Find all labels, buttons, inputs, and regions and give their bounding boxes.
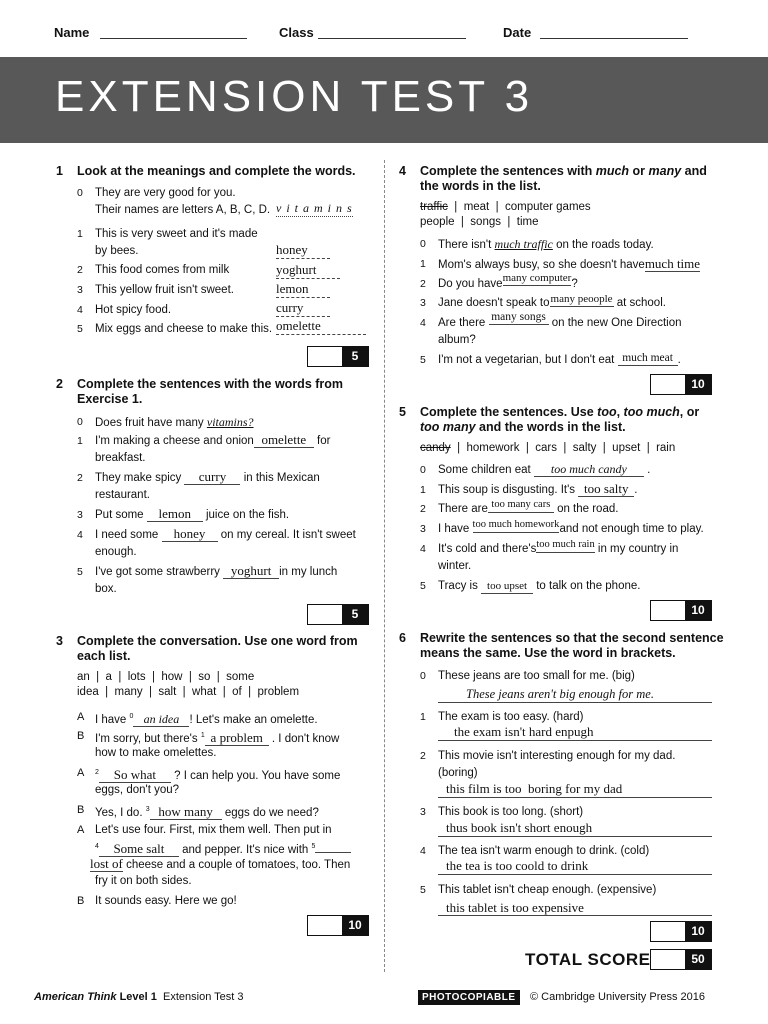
ex1-item-number: 0 [77,187,83,199]
ex3-speaker: B [77,895,85,907]
ex2-item-number: 4 [77,529,83,541]
class-field[interactable] [318,38,466,39]
ex3-text: I have [95,713,127,726]
ex6-answer-line [438,874,712,875]
ex1-score-input[interactable] [308,347,342,366]
ex3-gap-number: 1 [200,732,205,739]
ex4-word-list: people | songs | time [420,216,539,228]
ex6-answer-line [438,915,712,916]
ex4-text: on the roads today. [556,239,654,251]
ex5-text: to talk on the phone. [536,580,641,592]
ex1-answer[interactable]: yoghurt [276,262,340,279]
ex1-item-text: Hot spicy food. [95,304,172,316]
ex2-item [95,433,330,449]
ex5-text: There are [438,503,488,515]
ex3-answer[interactable]: lost of [90,856,123,871]
ex4-text: Do you have [438,278,503,290]
ex2-answer[interactable]: honey [162,527,218,542]
ex4-score-box [650,374,712,395]
ex2-text: in this Mexican [243,472,320,484]
ex3-number: 3 [56,634,63,648]
ex1-score-box [307,346,369,367]
ex4-item-number: 5 [420,354,426,366]
ex6-item-number: 5 [420,884,426,896]
ex3-text: eggs do we need? [224,806,319,819]
ex4-score-input[interactable] [651,375,685,394]
ex3-text: eggs, don't you? [95,784,180,796]
ex4-word-list [420,200,591,215]
ex2-title: Exercise 1. [77,392,143,406]
ex2-text: They make spicy [95,472,182,484]
ex5-answer[interactable]: too many cars [488,498,554,513]
ex5-text: It's cold and there's [438,543,537,555]
ex5-answer[interactable]: too much rain [536,538,594,553]
ex2-score-input[interactable] [308,605,342,624]
ex1-item-number: 4 [77,304,83,316]
ex4-answer[interactable]: much time [644,256,701,271]
ex1-item-number: 1 [77,228,83,240]
ex1-answer[interactable]: honey [276,242,330,259]
ex1-max-score: 5 [342,347,368,366]
ex4-item-number: 4 [420,317,426,329]
ex6-item-number: 2 [420,750,426,762]
ex5-title-text: and the words in the list. [475,420,626,434]
ex1-item-text: Mix eggs and cheese to make this. [95,323,273,335]
ex5-number: 5 [399,405,406,419]
ex3-word-list: an | a | lots | how | so | some [77,671,255,683]
ex6-item-number: 4 [420,845,426,857]
ex2-item-number: 3 [77,509,83,521]
ex4-item [438,236,654,253]
ex2-number: 2 [56,377,63,391]
ex6-text: The exam is too easy. (hard) [438,711,584,723]
ex6-text: (boring) [438,767,478,779]
ex5-item-number: 4 [420,543,426,555]
ex4-max-score: 10 [685,375,711,394]
footer-copyright: © Cambridge University Press 2016 [530,991,706,1003]
ex3-text: ! Let's make an omelette. [189,713,318,726]
ex4-text: Mom's always busy, so she doesn't have [438,259,645,271]
ex3-text: I'm sorry, but there's [95,732,198,745]
ex6-item-number: 0 [420,670,426,682]
ex5-text: Tracy is [438,580,478,592]
ex3-answer[interactable]: So what [99,768,171,783]
ex3-score-box [307,915,369,936]
date-field[interactable] [540,38,688,39]
name-field[interactable] [100,38,247,39]
ex3-speaker: A [77,824,85,836]
ex5-item [438,462,650,478]
ex2-item-number: 5 [77,566,83,578]
ex5-answer[interactable]: too upset [481,579,533,594]
ex4-item-number: 0 [420,238,426,250]
ex5-text: on the road. [557,503,619,515]
ex6-answer-line [438,836,712,837]
ex2-max-score: 5 [342,605,368,624]
ex4-text: Jane doesn't speak to [438,297,550,309]
ex6-answer[interactable]: thus book isn't short enough [446,820,593,835]
page-title: EXTENSION TEST 3 [55,72,534,121]
ex6-answer[interactable]: These jeans aren't big enough for me. [466,687,654,701]
ex3-line [95,709,318,728]
footer-text: American Think [34,991,117,1003]
ex5-answer[interactable]: too much homework [473,518,560,533]
ex1-item-text: They are very good for you. [95,187,236,199]
ex1-answer[interactable]: lemon [276,281,330,298]
ex2-text: in my lunch [279,566,338,578]
ex5-title [420,420,626,435]
ex5-word-list [420,441,675,456]
ex2-answer[interactable]: vitamins? [206,415,254,429]
ex6-title: Rewrite the sentences so that the second sentence [420,631,724,645]
footer-text: Level 1 [116,991,157,1003]
ex5-text: winter. [438,560,472,572]
ex3-line [90,856,350,873]
ex3-answer[interactable]: an idea [133,712,189,727]
ex3-gap-number: 2 [95,769,99,776]
ex4-item [438,311,682,331]
ex6-text: This movie isn't interesting enough for my dad. [438,750,676,762]
ex4-text: on the new One Direction [551,317,682,329]
ex2-item [95,414,254,431]
ex4-number: 4 [399,164,406,178]
ex5-item [438,541,678,558]
ex5-item [438,501,618,518]
ex3-word-list: idea | many | salt | what | of | problem [77,686,300,698]
ex2-item-number: 1 [77,435,83,447]
ex2-item [95,470,320,486]
ex4-answer[interactable]: much traffic [494,237,553,251]
ex5-item-number: 0 [420,464,426,476]
ex2-text: juice on the fish. [205,509,290,521]
ex6-answer[interactable]: the exam isn't hard enpugh [454,724,594,739]
ex6-score-input[interactable] [651,922,685,941]
ex3-answer[interactable]: a problem [205,731,269,746]
ex5-title-text: , or [679,405,700,419]
ex5-text: This soup is disgusting. It's [438,484,576,496]
ex3-gap-number: 4 [95,843,99,850]
ex3-answer-blank[interactable] [315,852,351,853]
ex4-word: | meat | computer games [447,201,591,213]
ex5-text: in my country in [597,543,679,555]
ex1-item-number: 3 [77,284,83,296]
ex3-text: It sounds easy. Here we go! [95,895,237,907]
ex4-item [438,295,666,311]
ex5-item-number: 3 [420,523,426,535]
ex1-item-text: This is very sweet and it's made [95,228,258,240]
ex3-title: Complete the conversation. Use one word from [77,634,358,648]
ex4-title-text: Complete the sentences with [420,164,596,178]
ex4-answer[interactable]: many computer [502,272,572,284]
ex2-answer[interactable]: yoghurt [223,564,279,579]
ex5-answer[interactable]: too much candy [534,462,644,477]
ex1-answer[interactable]: omelette [276,318,366,335]
ex6-text: This tablet isn't cheap enough. (expensive) [438,884,657,896]
ex5-item [438,482,637,498]
ex1-item-text: by bees. [95,245,139,257]
ex3-speaker: B [77,804,85,816]
ex5-max-score: 10 [685,601,711,620]
ex5-text: I have [438,523,470,535]
ex1-number: 1 [56,164,63,178]
ex3-answer[interactable]: how many [150,805,222,820]
ex2-text: I need some [95,529,159,541]
ex6-text: These jeans are too small for me. (big) [438,670,635,682]
ex4-title [420,164,707,179]
ex1-item-text: Their names are letters A, B, C, D. [95,204,271,216]
ex4-item-number: 3 [420,297,426,309]
ex3-line [95,839,351,858]
column-divider [384,160,385,972]
ex4-answer[interactable]: many songs [489,310,549,325]
total-score-input[interactable] [651,950,685,969]
ex5-title-text: too [597,405,617,419]
ex3-text: . I don't know [271,732,340,745]
ex4-answer[interactable]: many peoople [550,293,613,305]
ex6-answer[interactable]: the tea is too coold to drink [446,858,589,873]
ex6-text: The tea isn't warm enough to drink. (cold) [438,845,650,857]
ex2-text: Put some [95,509,144,521]
ex4-text: Are there [438,317,486,329]
ex2-text: Does fruit have many [95,417,204,429]
ex1-answer[interactable]: v i t a m i n s [276,201,353,215]
ex2-item [95,564,337,580]
ex2-item-number: 0 [77,416,83,428]
ex2-answer[interactable]: omelette [254,433,314,448]
ex1-item-text: This food comes from milk [95,264,230,276]
name-label: Name [54,25,90,40]
ex2-text: I've got some strawberry [95,566,220,578]
ex1-item-number: 5 [77,323,83,335]
ex3-line [95,765,340,784]
ex4-text: I'm not a vegetarian, but I don't eat [438,354,615,366]
ex5-answer[interactable]: too salty [578,482,634,497]
ex5-word: candy [420,442,451,454]
ex5-text: . [647,464,651,476]
ex4-text: ? [571,278,578,290]
footer-book-title [34,991,244,1003]
ex2-item [95,507,289,523]
ex5-text: Some children eat [438,464,531,476]
ex2-text: enough. [95,546,137,558]
ex4-text: album? [438,334,476,346]
ex5-score-box [650,600,712,621]
ex3-max-score: 10 [342,916,368,935]
ex5-title-text: too much [623,405,680,419]
ex4-answer[interactable]: much meat [618,351,678,366]
footer-text: Extension Test 3 [156,991,244,1003]
ex6-answer[interactable]: this tablet is too expensive [446,900,584,915]
ex5-item-number: 2 [420,503,426,515]
ex6-title: means the same. Use the word in brackets. [420,646,676,660]
ex6-score-box [650,921,712,942]
ex3-line [95,802,319,821]
ex6-item-number: 1 [420,711,426,723]
ex3-text: and pepper. It's nice with [182,843,309,856]
ex2-title: Complete the sentences with the words from [77,377,344,391]
ex4-text: There isn't [438,239,492,251]
ex6-number: 6 [399,631,406,645]
ex1-item-number: 2 [77,264,83,276]
ex3-text: Let's use four. First, mix them well. Then put in [95,824,332,836]
ex5-item [438,578,640,594]
ex1-answer[interactable]: curry [276,300,330,317]
total-max-score: 50 [685,950,711,969]
ex5-title-text: Complete the sentences. Use [420,405,598,419]
ex4-item [438,272,578,292]
ex3-text: fry it on both sides. [95,875,192,887]
ex2-text: restaurant. [95,489,150,501]
total-score-label: TOTAL SCORE [525,950,651,969]
ex4-title-text: or [629,164,649,178]
ex3-text: ? I can help you. You have some [174,769,341,782]
ex5-score-input[interactable] [651,601,685,620]
ex2-answer[interactable]: curry [184,470,240,485]
ex3-gap-number: 3 [145,806,150,813]
ex1-item-text: This yellow fruit isn't sweet. [95,284,234,296]
ex4-item-number: 2 [420,278,426,290]
ex2-text: for [317,435,331,447]
ex4-text: at school. [616,297,666,309]
ex4-title-text: many [648,164,682,178]
ex2-text: box. [95,583,117,595]
ex3-line [95,728,339,747]
ex2-item [95,527,356,543]
ex2-answer[interactable]: lemon [147,507,203,522]
ex2-text: I'm making a cheese and onion [95,435,254,447]
ex4-title-text: and [681,164,707,178]
ex5-title-text: too many [420,420,476,434]
ex4-item-number: 1 [420,258,426,270]
ex6-max-score: 10 [685,922,711,941]
ex3-score-input[interactable] [308,916,342,935]
class-label: Class [279,25,314,40]
ex6-item-number: 3 [420,806,426,818]
ex2-score-box [307,604,369,625]
ex2-text: breakfast. [95,452,146,464]
ex2-item-number: 2 [77,472,83,484]
ex6-answer-line [438,740,712,741]
ex3-speaker: A [77,711,85,723]
photocopiable-badge: PHOTOCOPIABLE [418,990,520,1005]
ex5-text: and not enough time to play. [559,523,704,535]
ex6-answer-line [438,702,712,703]
ex4-word: traffic [420,201,448,213]
ex2-text: on my cereal. It isn't sweet [220,529,356,541]
ex5-word: | homework | cars | salty | upset | rain [450,442,676,454]
ex3-text: Yes, I do. [95,806,143,819]
ex6-answer-line [438,797,712,798]
ex6-answer[interactable]: this film is too boring for my dad [446,781,623,796]
ex3-text: how to make omelettes. [95,747,217,759]
ex4-item [438,352,681,368]
ex4-text: . [677,354,681,366]
ex3-answer[interactable]: Some salt [99,842,179,857]
ex5-item [438,521,704,538]
ex5-item-number: 1 [420,484,426,496]
ex5-title: Complete the sentences. Use too, too much, or [420,405,700,419]
ex3-gap-number: 5 [311,843,316,850]
ex3-speaker: A [77,767,85,779]
ex6-text: This book is too long. (short) [438,806,584,818]
ex3-gap-number: 0 [129,713,134,720]
total-score-box [650,949,712,970]
ex1-title: Look at the meanings and complete the words. [77,164,356,178]
ex3-speaker: B [77,730,85,742]
date-label: Date [503,25,532,40]
ex5-item-number: 5 [420,580,426,592]
ex5-text: . [634,484,638,496]
ex4-title: the words in the list. [420,179,541,193]
ex3-text: cheese and a couple of tomatoes, too. Then [126,859,351,871]
ex3-title: each list. [77,649,131,663]
ex4-title-text: much [595,164,630,178]
